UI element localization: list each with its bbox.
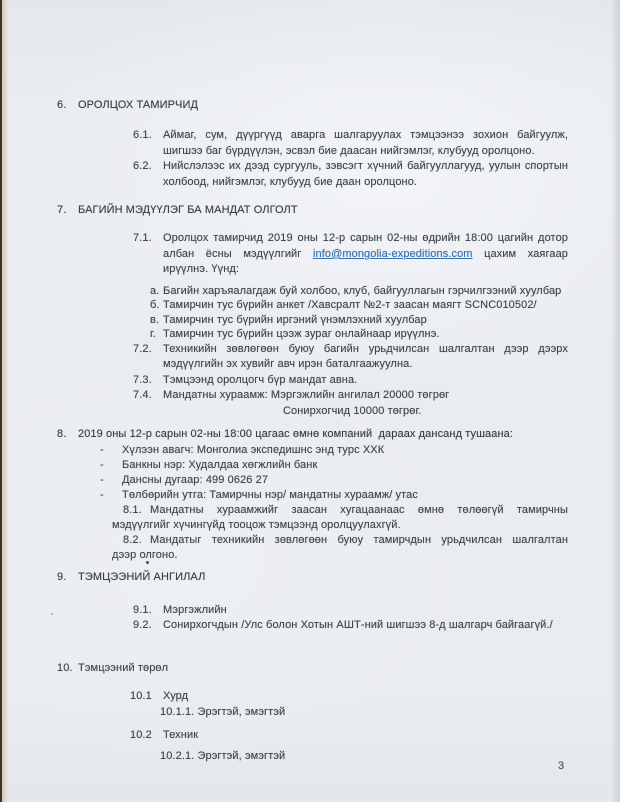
item-8-2-line-1 <box>57 533 568 548</box>
item-10-1-1-line: 10.1.1. Эрэгтэй, эмэгтэй <box>160 705 286 718</box>
item-10-2-1-line: 10.2.1. Эрэгтэй, эмэгтэй <box>160 750 286 763</box>
section-9-title: ТЭМЦЭЭНИЙ АНГИЛАЛ <box>78 571 206 584</box>
item-8-2-text-1: Мандатыг техникийн зөвлөгөөн буюу тамирчдын урьдчилсан шалгалтан <box>150 534 568 547</box>
section-7-title: БАГИЙН МЭДҮҮЛЭГ БА МАНДАТ ОЛГОЛТ <box>78 204 298 217</box>
section-9-number: 9. <box>57 571 67 584</box>
letter-text-g: Тамирчин тус бүрийн цээж зураг онлайнаар ирүүлнэ. <box>163 328 440 341</box>
item-6-1-number: 6.1. <box>133 129 152 142</box>
section-7-number: 7. <box>57 204 67 217</box>
item-6-1-text-1: Аймаг, сум, дүүргүүд аварга шалгаруулах тэмцээнээ зохион байгуулж, <box>163 129 568 142</box>
item-10-2-text: Техник <box>163 728 199 741</box>
item-7-1-number: 7.1. <box>133 232 152 245</box>
item-9-1-number: 9.1. <box>133 603 152 616</box>
item-8-1-line-2: мэдүүлгийг хүчингүйд тооцож тэмцээнд оролцуулахгүй. <box>112 519 401 532</box>
item-9-1-text: Мэргэжлийн <box>163 603 227 616</box>
dash-item-3 <box>57 473 568 488</box>
letter-item-b <box>57 298 568 313</box>
dash-marker: - <box>100 444 104 457</box>
dash-text-3: Дансны дугаар: 499 0626 27 <box>122 474 269 487</box>
item-8-2-number: 8.2. <box>123 534 142 547</box>
section-10-number: 10. <box>57 661 73 674</box>
letter-marker-b: б. <box>150 299 160 312</box>
item-7-3-number: 7.3. <box>133 373 152 386</box>
scan-edge-right <box>611 0 620 802</box>
letter-text-v: Тамирчин тус бүрийн иргэний үнэмлэхний хуулбар <box>163 313 427 326</box>
item-7-2-line-2: мэдүүлгийн эх хувийг авч ирэн баталгаажуулна. <box>163 358 413 371</box>
item-8-1-line-1 <box>57 503 568 518</box>
letter-item-v <box>57 313 568 328</box>
item-8-2-line-2: дээр олгоно. <box>112 549 178 562</box>
item-7-1-text-2a: албан ёсны мэдүүлгийг <box>163 247 302 260</box>
section-10-heading <box>57 661 568 676</box>
scan-edge-left-tan <box>2 0 8 802</box>
letter-text-b: Тамирчин тус бүрийн анкет /Хавсралт №2-т заасан маягт SCNC010502/ <box>163 299 537 312</box>
dash-item-4 <box>57 488 568 503</box>
item-7-1-line-2 <box>57 247 568 262</box>
item-8-1-text-1: Мандатны хураамжийг заасан хугацаанаас өмнө төлөөгүй тамирчны <box>150 504 568 517</box>
item-7-2-text-1: Техникийн зөвлөгөөн буюу багийн урьдчилсан шалгалтан дээр дээрх <box>163 343 568 356</box>
letter-text-a: Багийн харъяалагдаж буй холбоо, клуб, байгууллагын гэрчилгээний хуулбар <box>163 284 562 297</box>
item-6-2-line-2: холбоод, нийгэмлэг, клубууд бие даан оролцоно. <box>163 175 418 188</box>
item-7-4-text-1: Мандатны хураамж: Мэргэжлийн ангилал 20000 төгрөг <box>163 389 450 402</box>
item-9-2-line-1 <box>57 618 568 633</box>
item-6-1-line-2: шигшээ баг бүрдүүлэн, эсвэл бие даасан нийгэмлэг, клубууд оролцоно. <box>163 144 535 157</box>
dash-text-1: Хүлээн авагч: Монголиа экспедишнс энд турс ХХК <box>122 444 385 457</box>
dash-marker: - <box>100 489 104 502</box>
section-8-heading <box>57 427 568 442</box>
letter-marker-g: г. <box>150 328 156 341</box>
item-7-1-text-1: Оролцох тамирчид 2019 оны 12-р сарын 02-ны өдрийн 18:00 цагийн дотор <box>163 232 568 245</box>
item-10-1-line-1 <box>57 689 568 704</box>
section-6-heading <box>57 98 568 113</box>
item-9-2-number: 9.2. <box>133 619 152 632</box>
item-7-1-text-2b: цахим хаягаар <box>484 247 569 260</box>
item-10-2-number: 10.2 <box>130 728 152 741</box>
section-8-title: 2019 оны 12-р сарын 02-ны 18:00 цагаас өмнө компаний дараах дансанд тушаана: <box>78 428 514 441</box>
dash-marker: - <box>100 474 104 487</box>
item-6-1-line-1 <box>57 128 568 143</box>
section-7-heading <box>57 203 568 218</box>
item-7-4-line-2: Сонирхогчид 10000 төгрөг. <box>283 404 422 417</box>
dash-item-2 <box>57 458 568 473</box>
letter-item-g <box>57 327 568 342</box>
letter-marker-a: а. <box>150 284 160 297</box>
section-9-heading <box>57 570 568 585</box>
item-9-2-text: Сонирхогчдын /Улс болон Хотын АШТ-ний шигшээ 8-д шалгарч байгаагүй./ <box>163 619 553 632</box>
item-7-1-line-1 <box>57 231 568 246</box>
item-7-3-text: Тэмцээнд оролцогч бүр мандат авна. <box>163 373 358 386</box>
item-7-4-line-1 <box>57 388 568 403</box>
item-8-1-number: 8.1. <box>123 504 142 517</box>
letter-item-a <box>57 284 568 299</box>
letter-marker-v: в. <box>150 313 160 326</box>
item-6-2-text-1: Нийслэлээс их дээд сургууль, зэвсэгт хүчний байгууллагууд, уулын спортын <box>163 160 568 173</box>
page-number: 3 <box>558 760 565 772</box>
dash-text-2: Банкны нэр: Худалдаа хөгжлийн банк <box>122 459 318 472</box>
item-7-2-line-1 <box>57 342 568 357</box>
item-7-4-number: 7.4. <box>133 389 152 402</box>
section-6-title: ОРОЛЦОХ ТАМИРЧИД <box>78 99 199 111</box>
scan-artifact-dot <box>51 613 53 615</box>
item-7-3-line-1 <box>57 373 568 388</box>
item-9-1-line-1 <box>57 603 568 618</box>
item-10-1-number: 10.1 <box>130 690 152 703</box>
item-7-1-line-3: ирүүлнэ. Үүнд: <box>163 263 240 276</box>
section-8-number: 8. <box>57 428 67 441</box>
item-6-2-number: 6.2. <box>133 160 152 173</box>
item-10-1-text: Хурд <box>163 690 189 703</box>
dash-item-1 <box>57 443 568 458</box>
dash-text-4: Төлбөрийн утга: Тамирчны нэр/ мандатны хураамж/ утас <box>122 489 418 502</box>
scan-artifact-dot <box>146 561 149 564</box>
email-link[interactable]: info@mongolia-expeditions.com <box>312 247 473 260</box>
dash-marker: - <box>100 459 104 472</box>
item-7-2-number: 7.2. <box>133 343 152 356</box>
section-6-number: 6. <box>57 99 67 111</box>
item-10-2-line-1 <box>57 728 568 743</box>
document-body <box>57 92 568 765</box>
item-6-2-line-1 <box>57 159 568 174</box>
section-10-title: Тэмцээний төрөл <box>78 661 169 674</box>
